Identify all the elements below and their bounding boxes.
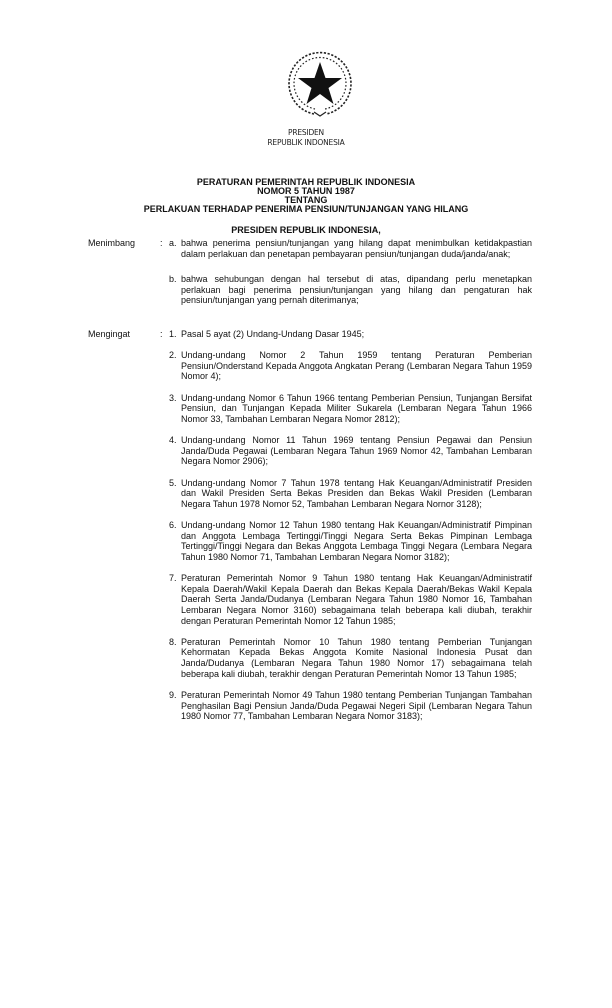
item-text: Peraturan Pemerintah Nomor 10 Tahun 1980 tentang Pemberian Tunjangan Kehormatan Kepada Bekas Anggota Komite Nasional Indonesia Pusat dan Janda/Dudanya (Lembaran Negara Tahun 1980 Nomor 17) sebagaimana telah beberapa kali diubah, terakhir dengan Peraturan Pemerintah Nomor 13 Tahun 1985; — [181, 636, 532, 679]
document-title — [0, 178, 612, 214]
item-text: Undang-undang Nomor 11 Tahun 1969 tentang Pensiun Pegawai dan Pensiun Janda/Duda Pegawai (Lembaran Negara Tahun 1969 Nomor 42, Tambahan Lembaran Negara Nomor 2906); — [181, 435, 532, 467]
mengingat-colon: : — [160, 328, 163, 339]
item-number: 5. — [169, 477, 177, 488]
item-number: 3. — [169, 392, 177, 403]
menimbang-colon: : — [160, 238, 163, 248]
menimbang-section — [88, 238, 532, 306]
item-number: a. — [169, 238, 177, 248]
item-number: 1. — [169, 328, 177, 339]
mengingat-label: Mengingat — [88, 328, 131, 339]
mengingat-item — [88, 435, 532, 467]
presidential-emblem-icon — [284, 48, 356, 120]
item-text: Undang-undang Nomor 2 Tahun 1959 tentang Peraturan Pemberian Pensiun/Onderstand Kepada Anggota Angkatan Perang (Lembaran Negara Tahun 1959 Nomor 4); — [181, 350, 532, 382]
item-number: 4. — [169, 435, 177, 446]
item-number: 9. — [169, 689, 177, 700]
menimbang-item — [88, 274, 532, 306]
preamble: PRESIDEN REPUBLIK INDONESIA, — [231, 225, 381, 235]
title-line-1: PERATURAN PEMERINTAH REPUBLIK INDONESIA — [196, 177, 416, 187]
item-number: 6. — [169, 520, 177, 531]
mengingat-item — [88, 573, 532, 626]
item-text: Undang-undang Nomor 12 Tahun 1980 tentang Hak Keuangan/Administratif Pimpinan dan Anggota Lembaga Tertinggi/Tinggi Negara Serta Bekas Pimpinan Lembaga Tertinggi/Tinggi Negara dan Bekas Anggota Lembaga Tinggi Negara (Lembara Negara Tahun 1980 Nomor 71, Tambahan Lembaran Negara Nomor 3182); — [181, 520, 532, 562]
menimbang-label: Menimbang — [88, 238, 136, 248]
mengingat-item — [88, 478, 532, 510]
document-body — [88, 238, 532, 722]
item-number: 2. — [169, 350, 177, 361]
title-line-2: NOMOR 5 TAHUN 1987 — [257, 186, 355, 196]
mengingat-item — [88, 637, 532, 679]
item-text: Undang-undang Nomor 7 Tahun 1978 tentang Hak Keuangan/Administratif Presiden dan Wakil Presiden Serta Bekas Presiden dan Bekas Wakil Presiden (Lembaran Negara Tahun 1978 Nomor 52, Tambahan Lembaran Negara Nornor 3128); — [181, 477, 532, 509]
mengingat-item — [88, 520, 532, 562]
item-text: Peraturan Pemerintah Nomor 9 Tahun 1980 tentang Hak Keuangan/Administratif Kepala Daerah/Wakil Kepala Daerah dan Bekas Kepala Daerah/Bekas Wakil Kepala Daerah Serta Janda/Dudanya (Lembaran Negara Tahun 1980 Nomor 16, Tambahan Lembaran Negara Nomor 3160) sebagaimana telah beberapa kali diubah, terakhir dengan Peraturan Pemerintah Nomor 12 Tahun 1985; — [181, 573, 532, 626]
item-number: 8. — [169, 636, 177, 647]
mengingat-item — [88, 690, 532, 722]
office-line-1: PRESIDEN — [288, 128, 324, 137]
mengingat-section — [88, 329, 532, 722]
item-text: bahwa penerima pensiun/tunjangan yang hilang dapat menimbulkan ketidakpastian dalam perlakuan dan penetapan pembayaran pensiun/tunjangan duda/janda/anak; — [181, 238, 532, 259]
mengingat-item — [88, 350, 532, 382]
mengingat-item — [88, 393, 532, 425]
office-line-2: REPUBLIK INDONESIA — [267, 138, 345, 147]
title-line-4: PERLAKUAN TERHADAP PENERIMA PENSIUN/TUNJANGAN YANG HILANG — [143, 204, 469, 214]
item-text: Undang-undang Nomor 6 Tahun 1966 tentang Pemberian Pensiun, Tunjangan Bersifat Pensiun, dan Tunjangan Kepada Militer Sukarela (Lembaran Negara Tahun 1966 Nomor 33, Tambahan Lembaran Negara Nomor 2812); — [181, 392, 532, 424]
item-number: 7. — [169, 573, 177, 584]
item-text: bahwa sehubungan dengan hal tersebut di atas, dipandang perlu menetapkan perlakuan bagi penerima pensiun/tunjangan yang hilang dan pengaturan hak pensiun/tunjangan yang pernah diterimanya; — [181, 274, 532, 306]
item-text: Peraturan Pemerintah Nomor 49 Tahun 1980 tentang Pemberian Tunjangan Tambahan Penghasilan Bagi Pensiun Janda/Duda Pegawai Negeri Sipil (Lembaran Negara Tahun 1980 Nomor 77, Tambahan Lembaran Negara Nomor 3183); — [181, 689, 532, 722]
title-line-3: TENTANG — [284, 195, 328, 205]
mengingat-item — [88, 329, 532, 340]
menimbang-item — [88, 238, 532, 259]
item-number: b. — [169, 274, 177, 285]
office-label — [0, 128, 612, 148]
item-text: Pasal 5 ayat (2) Undang-Undang Dasar 1945; — [181, 328, 365, 339]
